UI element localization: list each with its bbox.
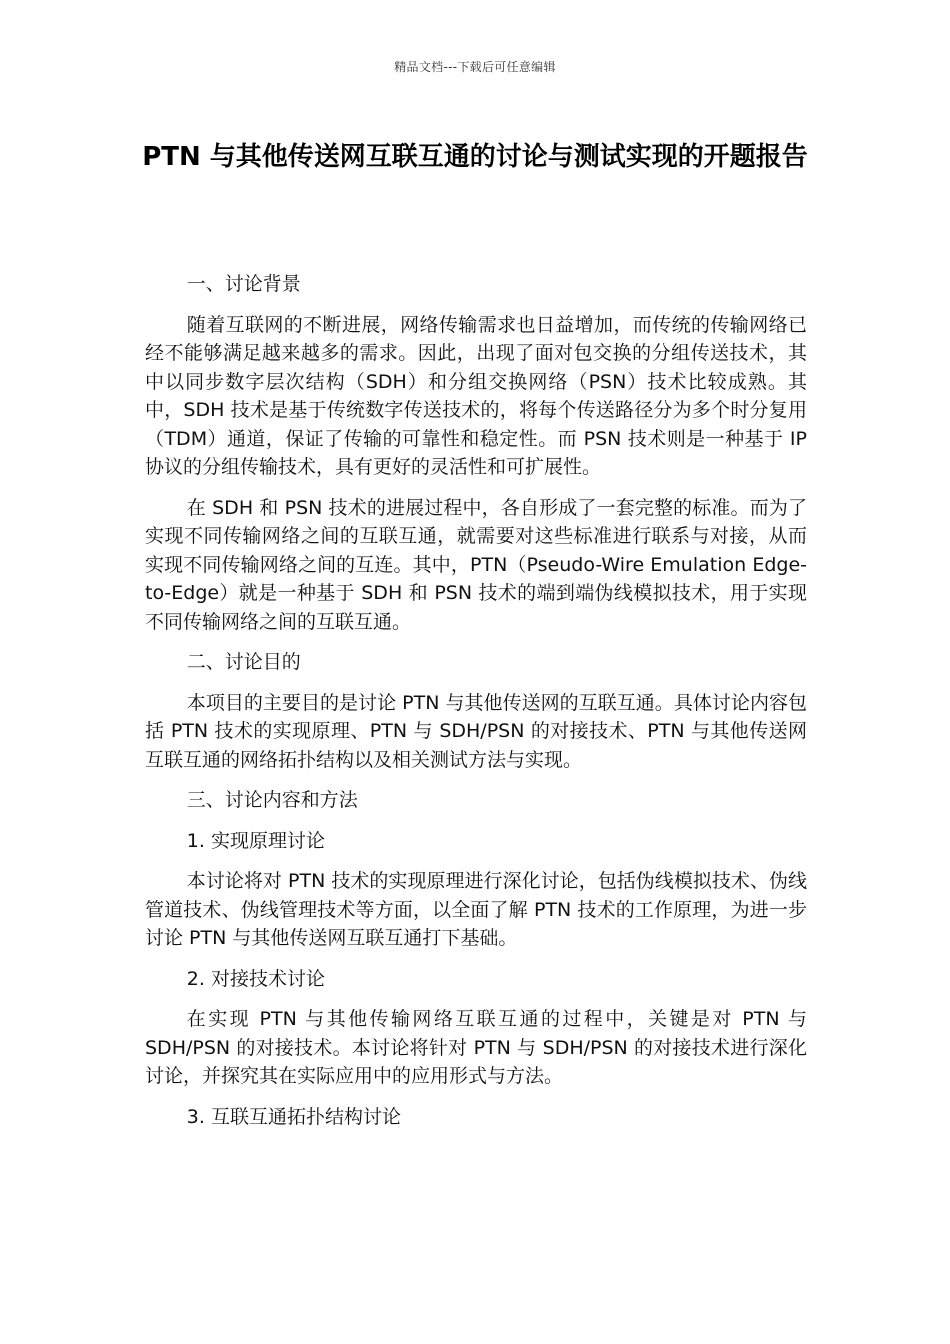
paragraph-background-2: 在 SDH 和 PSN 技术的进展过程中，各自形成了一套完整的标准。而为了实现不同传输网络之间的互联互通，就需要对这些标准进行联系与对接，从而实现不同传输网络之间的互连。其中，PTN（Pseudo-Wire Emulation Edge-to-Edge）就是一种基于 SDH 和 PSN 技术的端到端伪线模拟技术，用于实现不同传输网络之间的互联互通。	[145, 496, 807, 633]
paragraph-purpose: 本项目的主要目的是讨论 PTN 与其他传送网的互联互通。具体讨论内容包括 PTN 技术的实现原理、PTN 与 SDH/PSN 的对接技术、PTN 与其他传送网互联互通的网络拓扑结构以及相关测试方法与实现。	[145, 691, 807, 771]
section-heading-content-methods: 三、讨论内容和方法	[186, 789, 358, 811]
paragraph-principle: 本讨论将对 PTN 技术的实现原理进行深化讨论，包括伪线模拟技术、伪线管道技术、伪线管理技术等方面，以全面了解 PTN 技术的工作原理，为进一步讨论 PTN 与其他传送网互联互通打下基础。	[145, 870, 807, 949]
subsection-heading-topology: 3. 互联互通拓扑结构讨论	[186, 1105, 401, 1128]
header-note: 精品文档---下载后可任意编辑	[394, 60, 556, 74]
section-heading-background: 一、讨论背景	[186, 273, 301, 295]
subsection-heading-principle: 1. 实现原理讨论	[186, 829, 325, 852]
subsection-heading-interconnect: 2. 对接技术讨论	[186, 967, 325, 990]
paragraph-interconnect: 在实现 PTN 与其他传输网络互联互通的过程中，关键是对 PTN 与 SDH/PSN 的对接技术。本讨论将针对 PTN 与 SDH/PSN 的对接技术进行深化讨论，并探究其在实际应用中的应用形式与方法。	[145, 1008, 807, 1087]
page-title: PTN 与其他传送网互联互通的讨论与测试实现的开题报告	[142, 142, 808, 172]
document-body	[145, 270, 807, 1143]
paragraph-background-1: 随着互联网的不断进展，网络传输需求也日益增加，而传统的传输网络已经不能够满足越来越多的需求。因此，出现了面对包交换的分组传送技术，其中以同步数字层次结构（SDH）和分组交换网络（PSN）技术比较成熟。其中，SDH 技术是基于传统数字传送技术的，将每个传送路径分为多个时分复用（TDM）通道，保证了传输的可靠性和稳定性。而 PSN 技术则是一种基于 IP 协议的分组传输技术，具有更好的灵活性和可扩展性。	[145, 313, 807, 478]
section-heading-purpose: 二、讨论目的	[186, 651, 301, 673]
